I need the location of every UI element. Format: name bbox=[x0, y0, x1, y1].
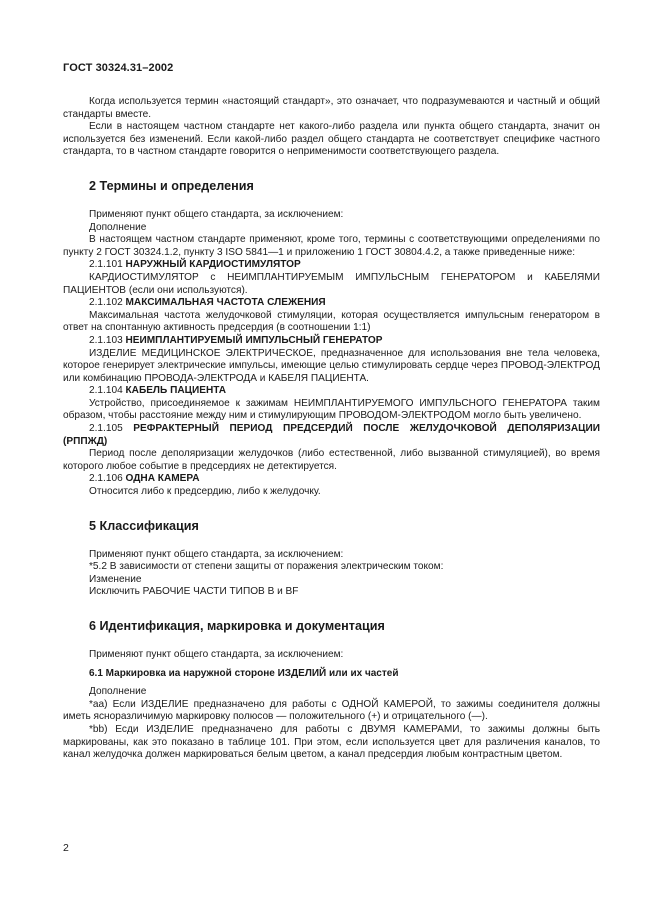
term-heading: 2.1.104 КАБЕЛЬ ПАЦИЕНТА bbox=[89, 385, 227, 397]
section-5-title: 5 Классификация bbox=[89, 518, 199, 533]
intro-paragraph: Когда используется термин «настоящий стандарт», это означает, что подразумеваются и частный и общий стандарты вместе. bbox=[63, 96, 600, 120]
term-heading: 2.1.105 РЕФРАКТЕРНЫЙ ПЕРИОД ПРЕДСЕРДИЙ ПОСЛЕ ЖЕЛУДОЧКОВОЙ ДЕПОЛЯРИЗАЦИИ (РППЖД) bbox=[63, 423, 600, 447]
term-definition: Устройство, присоединяемое к зажимам НЕИМПЛАНТИРУЕМОГО ИМПУЛЬСНОГО ГЕНЕРАТОРА таким образом, чтобы расстояние между ним и стимулирующим ПРОВОДОМ-ЭЛЕКТРОДОМ могло быть увеличено. bbox=[63, 397, 600, 422]
paragraph: Изменение bbox=[89, 573, 142, 585]
section-2-title: 2 Термины и определения bbox=[89, 178, 254, 193]
subsection-6-1-title: 6.1 Маркировка иа наружной стороне ИЗДЕЛИЙ или их частей bbox=[89, 667, 399, 679]
term-heading: 2.1.106 ОДНА КАМЕРА bbox=[89, 473, 200, 485]
term-definition: ИЗДЕЛИЕ МЕДИЦИНСКОЕ ЭЛЕКТРИЧЕСКОЕ, предназначенное для использования вне тела человека, которое генерирует электрические импульсы, имеющие целью стимулировать сердце через ПРОВОД-ЭЛЕКТРОД или комбинацию ПРОВОДА-ЭЛЕКТРОДА и КАБЕЛЯ ПАЦИЕНТА. bbox=[63, 347, 600, 384]
paragraph: Дополнение bbox=[89, 686, 147, 698]
term-heading: 2.1.102 МАКСИМАЛЬНАЯ ЧАСТОТА СЛЕЖЕНИЯ bbox=[89, 297, 326, 309]
term-definition: Период после деполяризации желудочков (либо естественной, либо вызванной стимуляцией), во время которого любое событие в предсердиях не детектируется. bbox=[63, 448, 600, 472]
paragraph: Исключить РАБОЧИЕ ЧАСТИ ТИПОВ В и BF bbox=[89, 586, 299, 598]
paragraph: Дополнение bbox=[89, 221, 147, 233]
paragraph: Применяют пункт общего стандарта, за исключением: bbox=[89, 208, 344, 220]
paragraph: *5.2 В зависимости от степени защиты от поражения электрическим током: bbox=[89, 561, 444, 573]
term-definition: КАРДИОСТИМУЛЯТОР с НЕИМПЛАНТИРУЕМЫМ ИМПУЛЬСНЫМ ГЕНЕРАТОРОМ и КАБЕЛЯМИ ПАЦИЕНТОВ (если они используются). bbox=[63, 271, 600, 296]
term-heading: 2.1.101 НАРУЖНЫЙ КАРДИОСТИМУЛЯТОР bbox=[89, 259, 301, 271]
paragraph: *bb) Есди ИЗДЕЛИЕ предназначено для работы с ДВУМЯ КАМЕРАМИ, то зажимы должны быть маркированы, как это показано в таблице 101. При этом, если используется цвет для различения каналов, то канал желудочка должен маркироваться белым цветом, а канал предсердия любым контрастным цветом. bbox=[63, 723, 600, 761]
paragraph: Применяют пункт общего стандарта, за исключением: bbox=[89, 649, 344, 660]
page-number: 2 bbox=[63, 842, 69, 854]
section-6-title: 6 Идентификация, маркировка и документация bbox=[89, 619, 385, 633]
paragraph: *аа) Если ИЗДЕЛИЕ предназначено для работы с ОДНОЙ КАМЕРОЙ, то зажимы соединителя должны иметь ясноразличимую маркировку полюсов — положительного (+) и отрицательного (—). bbox=[63, 698, 600, 723]
document-header: ГОСТ 30324.31–2002 bbox=[63, 62, 174, 74]
term-heading: 2.1.103 НЕИМПЛАНТИРУЕМЫЙ ИМПУЛЬСНЫЙ ГЕНЕРАТОР bbox=[89, 334, 383, 346]
intro-paragraph: Если в настоящем частном стандарте нет какого-либо раздела или пункта общего стандарта, значит он используется без изменений. Если какой-либо раздел общего стандарта не соответствует специфике частного стандарта, то в частном стандарте говорится о неприменимости соответствующего раздела. bbox=[63, 121, 600, 158]
document-body bbox=[63, 96, 600, 762]
term-definition: Максимальная частота желудочковой стимуляции, которая осуществляется импульсным генератором в ответ на спонтанную активность предсердия (в соотношении 1:1) bbox=[63, 309, 600, 334]
term-definition: Относится либо к предсердию, либо к желудочку. bbox=[89, 486, 321, 498]
paragraph: В настоящем частном стандарте применяют, кроме того, термины с соответствующими определениями по пункту 2 ГОСТ 30324.1.2, пункту 3 ISO 5841—1 и приложению 1 ГОСТ 30804.4.2, а также приведенные ниже: bbox=[63, 234, 600, 258]
paragraph: Применяют пункт общего стандарта, за исключением: bbox=[89, 548, 344, 560]
